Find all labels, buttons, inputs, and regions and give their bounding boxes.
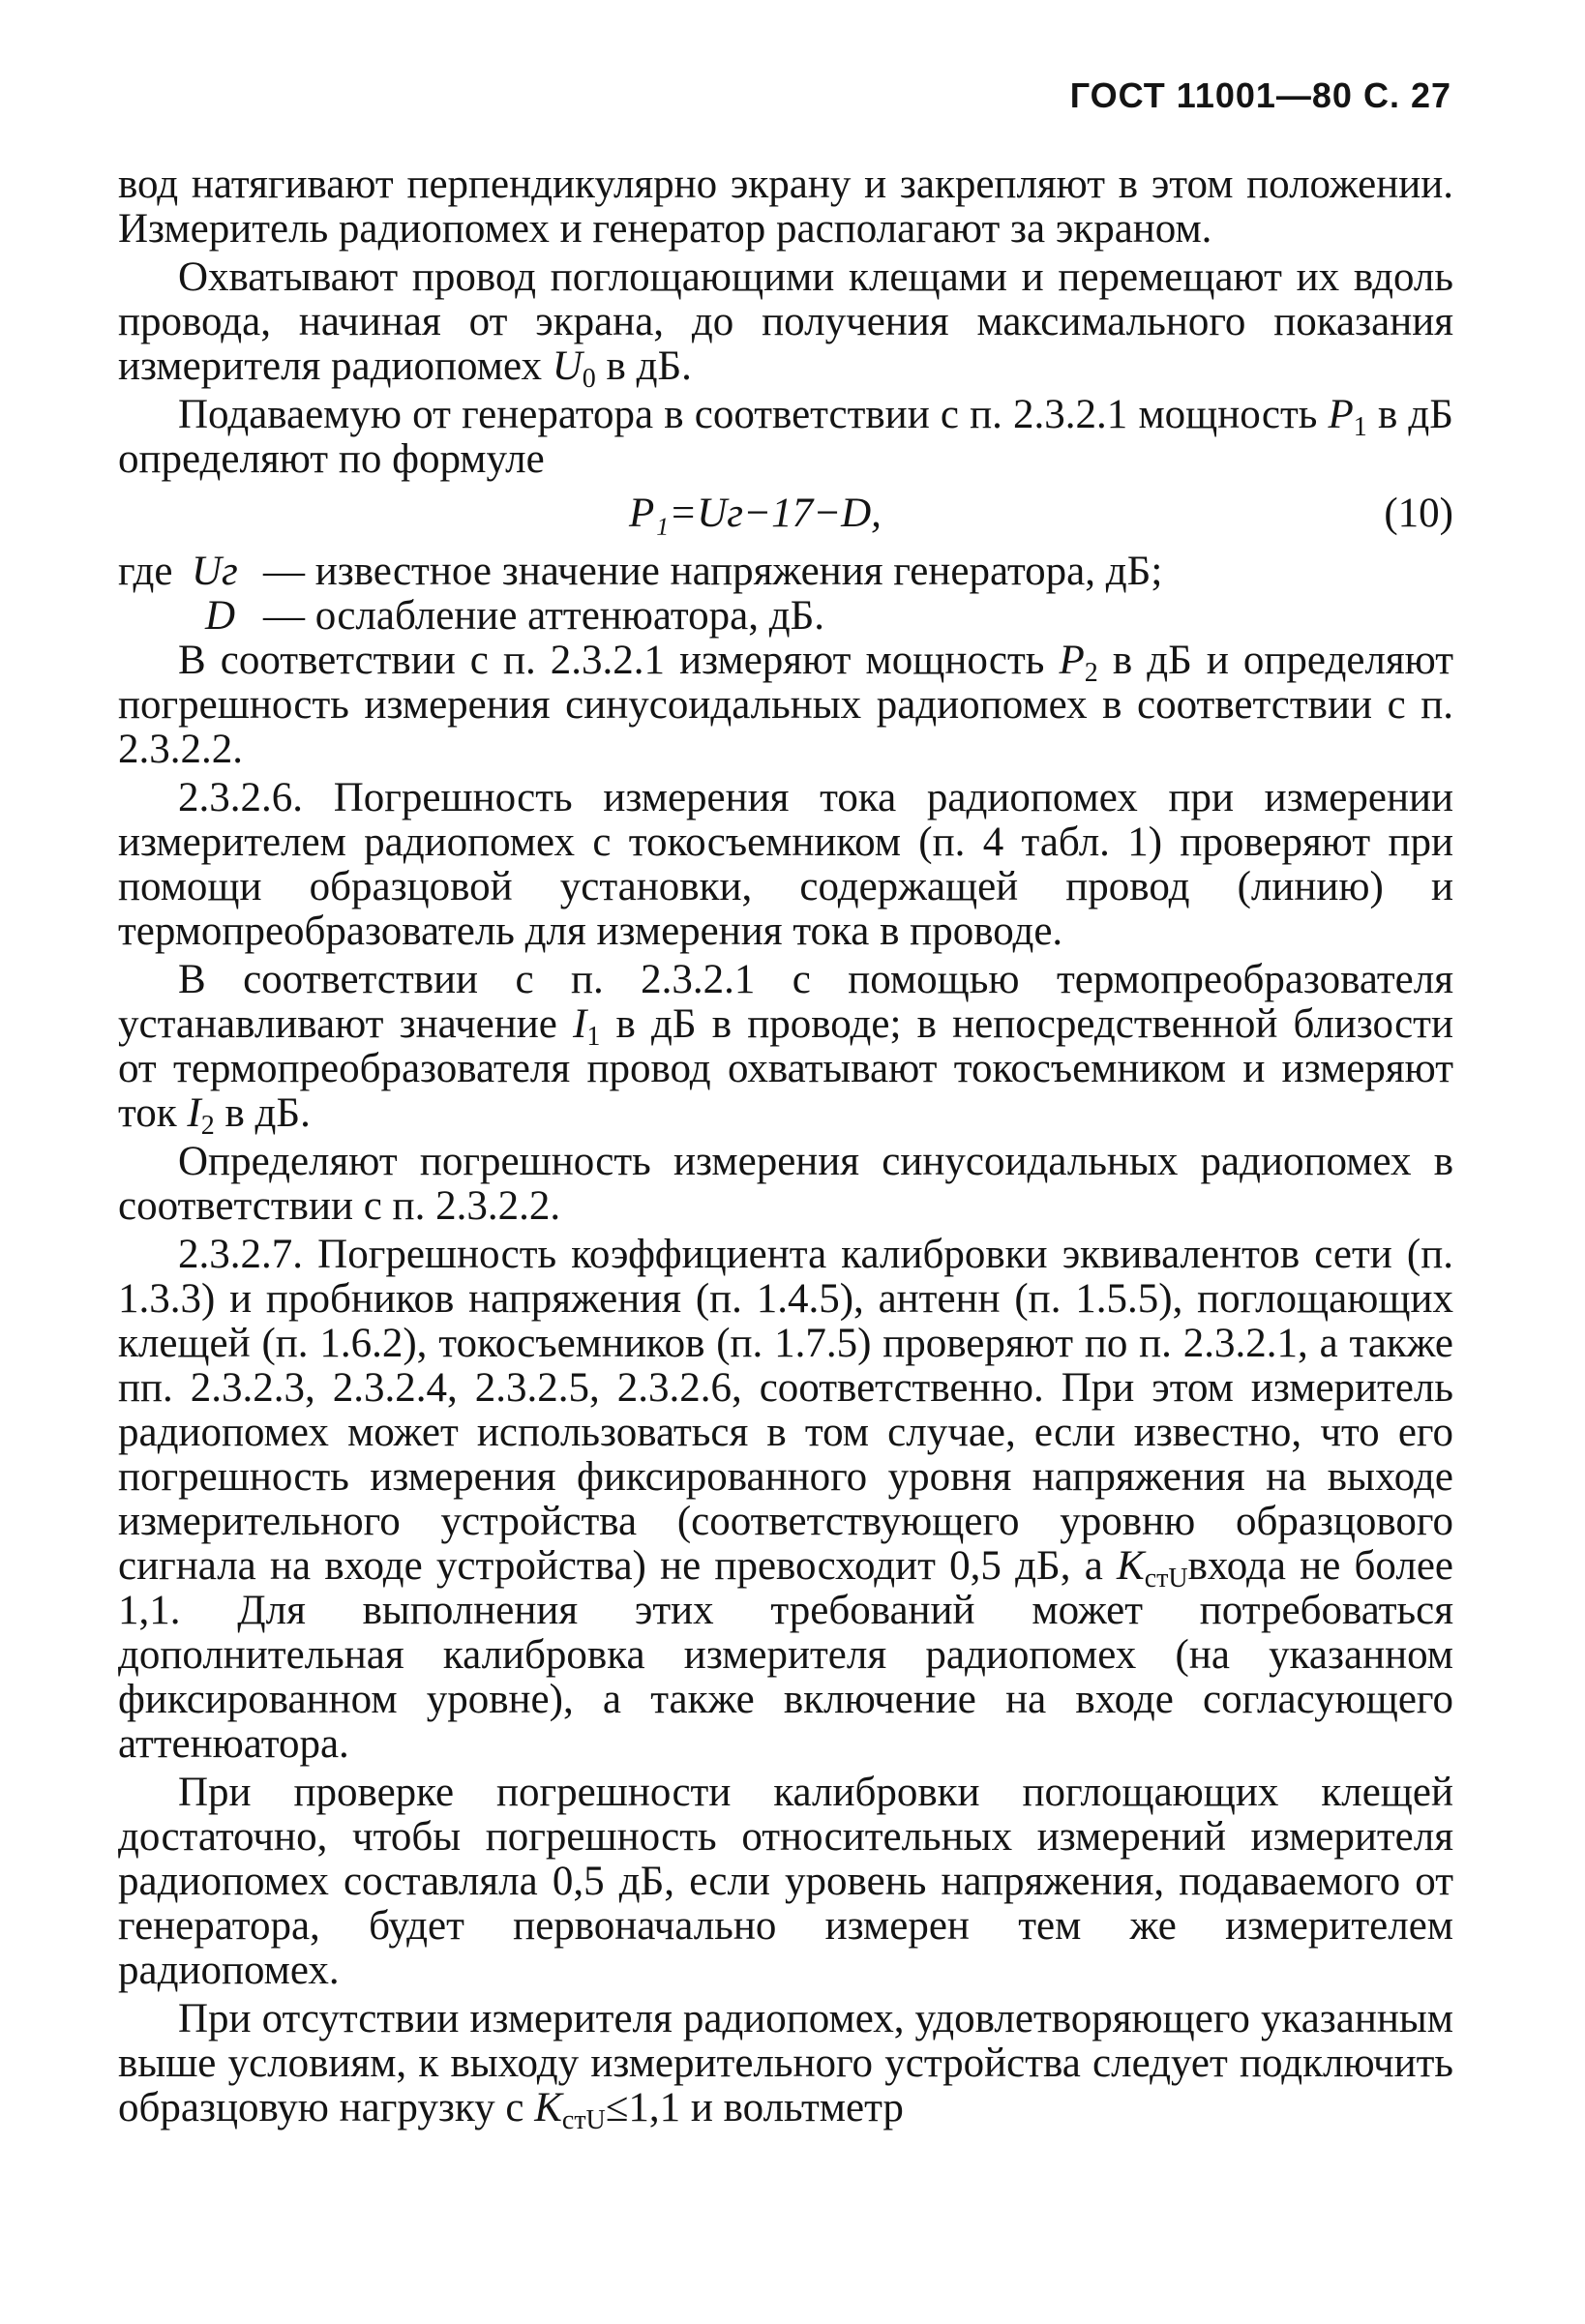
paragraph-7: Определяют погрешность измерения синусоидальных радиопомех в соответствии с п. 2.3.2.2.	[118, 1139, 1453, 1229]
legend-symbol: D	[205, 593, 236, 639]
formula-number: (10)	[1384, 491, 1453, 536]
symbol-u: U	[552, 343, 583, 389]
paragraph-6: В соответствии с п. 2.3.2.1 с помощью термопреобразователя устанавливают значение $I_1$ в дБ в проводе; в непосредственной близости от термопреобразователя провод охватывают токосъемником и измеряют ток $I_2$ в дБ.	[118, 957, 1453, 1141]
paragraph-4: В соответствии с п. 2.3.2.1 измеряют мощность $P_2$ в дБ и определяют погрешность измерения синусоидальных радиопомех в соответствии с п. 2.3.2.2.	[118, 638, 1454, 772]
document-body	[118, 163, 1453, 2134]
symbol-p1: P	[1328, 392, 1354, 437]
formula-legend	[118, 550, 1453, 639]
legend-row-d	[118, 594, 1453, 639]
paragraph-5: 2.3.2.6. Погрешность измерения тока радиопомех при измерении измерителем радиопомех с токосъемником (п. 4 табл. 1) проверяют при помощи образцовой установки, содержащей провод (линию) и термопреобразователь для измерения тока в проводе.	[118, 775, 1453, 954]
paragraph-9: При проверке погрешности калибровки поглощающих клещей достаточно, чтобы погрешность относительных измерений измерителя радиопомех составляла 0,5 дБ, если уровень напряжения, подаваемого от генератора, будет первоначально измерен тем же измерителем радиопомех.	[118, 1770, 1453, 1993]
paragraph-10: При отсутствии измерителя радиопомех, удовлетворяющего указанным выше условиям, к выходу измерительного устройства следует подключить образцовую нагрузку с $K_{стU}\le 1,1$ и вольтметр	[118, 1996, 1453, 2135]
legend-where-word: где	[118, 549, 173, 594]
paragraph-8: 2.3.2.7. Погрешность коэффициента калибровки эквивалентов сети (п. 1.3.3) и пробников напряжения (п. 1.4.5), антенн (п. 1.5.5), поглощающих клещей (п. 1.6.2), токосъемников (п. 1.7.5) проверяют по п. 2.3.2.1, а также пп. 2.3.2.3, 2.3.2.4, 2.3.2.5, 2.3.2.6, соответственно. При этом измеритель радиопомех может использоваться в том случае, если известно, что его погрешность измерения фиксированного уровня напряжения на выходе измерительного устройства (соответствующего уровню образцового сигнала на входе устройства) не превосходит 0,5 дБ, а $K_{стU}входа$ не более 1,1. Для выполнения этих требований может потребоваться дополнительная калибровка измерителя радиопомех (на указанном фиксированном уровне), а также включение на входе согласующего аттенюатора.	[118, 1232, 1453, 1767]
symbol-p2: P	[1059, 638, 1085, 683]
paragraph-1: вод натягивают перпендикулярно экрану и закрепляют в этом положении. Измеритель радиопомех и генератор располагают за экраном.	[118, 162, 1453, 252]
legend-text: — ослабление аттенюатора, дБ.	[263, 593, 825, 639]
formula-10	[118, 486, 1453, 544]
paragraph-3: Подаваемую от генератора в соответствии с п. 2.3.2.1 мощность $P_1$ в дБ определяют по формуле	[118, 392, 1453, 482]
symbol-i2: I	[187, 1090, 201, 1136]
page-header: ГОСТ 11001—80 С. 27	[1069, 75, 1451, 115]
symbol-k: K	[534, 2085, 562, 2130]
symbol-k: K	[1117, 1543, 1145, 1589]
symbol-i1: I	[573, 1001, 587, 1047]
legend-row-ug	[118, 550, 1453, 594]
legend-text: — известное значение напряжения генератора, дБ;	[263, 549, 1163, 594]
paragraph-2: Охватывают провод поглощающими клещами и перемещают их вдоль провода, начиная от экрана, до получения максимального показания измерителя радиопомех $U_0$ в дБ.	[118, 254, 1453, 394]
legend-symbol: Uг	[192, 549, 238, 594]
formula-expression: P₁=Uг−17−D,	[629, 491, 882, 536]
